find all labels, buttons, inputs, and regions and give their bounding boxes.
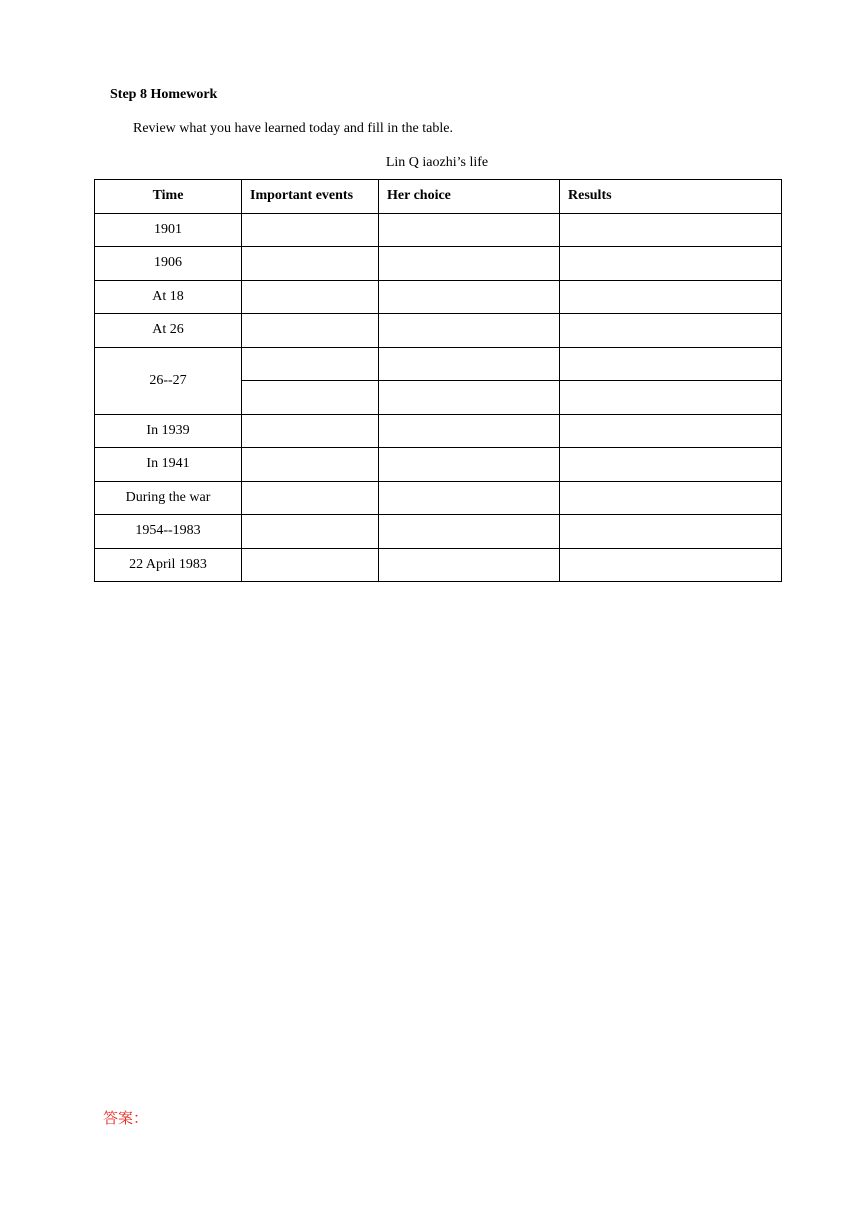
results-cell[interactable]	[560, 448, 782, 482]
time-cell: In 1939	[95, 414, 242, 448]
table-row	[95, 280, 782, 314]
results-cell[interactable]	[560, 414, 782, 448]
events-cell[interactable]	[242, 381, 379, 415]
choice-cell[interactable]	[379, 247, 560, 281]
time-cell: 1906	[95, 247, 242, 281]
instruction-text: Review what you have learned today and fill in the table.	[133, 121, 453, 136]
time-cell: 1954--1983	[95, 515, 242, 549]
table-row	[95, 515, 782, 549]
time-cell: 22 April 1983	[95, 548, 242, 582]
choice-cell[interactable]	[379, 448, 560, 482]
header-important-events: Important events	[242, 180, 379, 214]
events-cell[interactable]	[242, 414, 379, 448]
section-heading: Step 8 Homework	[110, 87, 218, 102]
results-cell[interactable]	[560, 481, 782, 515]
choice-cell[interactable]	[379, 548, 560, 582]
results-cell[interactable]	[560, 314, 782, 348]
events-cell[interactable]	[242, 280, 379, 314]
time-cell: During the war	[95, 481, 242, 515]
table-row	[95, 448, 782, 482]
choice-cell[interactable]	[379, 347, 560, 381]
table-row	[95, 347, 782, 381]
table-row	[95, 213, 782, 247]
table-row	[95, 481, 782, 515]
events-cell[interactable]	[242, 314, 379, 348]
events-cell[interactable]	[242, 247, 379, 281]
answer-label: 答案：	[103, 1109, 149, 1127]
results-cell[interactable]	[560, 381, 782, 415]
header-results: Results	[560, 180, 782, 214]
choice-cell[interactable]	[379, 515, 560, 549]
events-cell[interactable]	[242, 347, 379, 381]
results-cell[interactable]	[560, 515, 782, 549]
choice-cell[interactable]	[379, 280, 560, 314]
table-row	[95, 314, 782, 348]
table-row	[95, 247, 782, 281]
life-table	[94, 179, 782, 582]
events-cell[interactable]	[242, 448, 379, 482]
time-cell: In 1941	[95, 448, 242, 482]
table-caption: Lin Q iaozhi’s life	[385, 155, 489, 170]
choice-cell[interactable]	[379, 481, 560, 515]
header-her-choice: Her choice	[379, 180, 560, 214]
choice-cell[interactable]	[379, 213, 560, 247]
results-cell[interactable]	[560, 548, 782, 582]
results-cell[interactable]	[560, 347, 782, 381]
events-cell[interactable]	[242, 481, 379, 515]
header-time: Time	[95, 180, 242, 214]
choice-cell[interactable]	[379, 414, 560, 448]
events-cell[interactable]	[242, 515, 379, 549]
events-cell[interactable]	[242, 213, 379, 247]
time-cell-merged: 26--27	[95, 347, 242, 414]
results-cell[interactable]	[560, 213, 782, 247]
events-cell[interactable]	[242, 548, 379, 582]
results-cell[interactable]	[560, 280, 782, 314]
time-cell: At 18	[95, 280, 242, 314]
choice-cell[interactable]	[379, 381, 560, 415]
table-row	[95, 548, 782, 582]
table-header-row	[95, 180, 782, 214]
results-cell[interactable]	[560, 247, 782, 281]
table-row	[95, 414, 782, 448]
time-cell: At 26	[95, 314, 242, 348]
choice-cell[interactable]	[379, 314, 560, 348]
time-cell: 1901	[95, 213, 242, 247]
